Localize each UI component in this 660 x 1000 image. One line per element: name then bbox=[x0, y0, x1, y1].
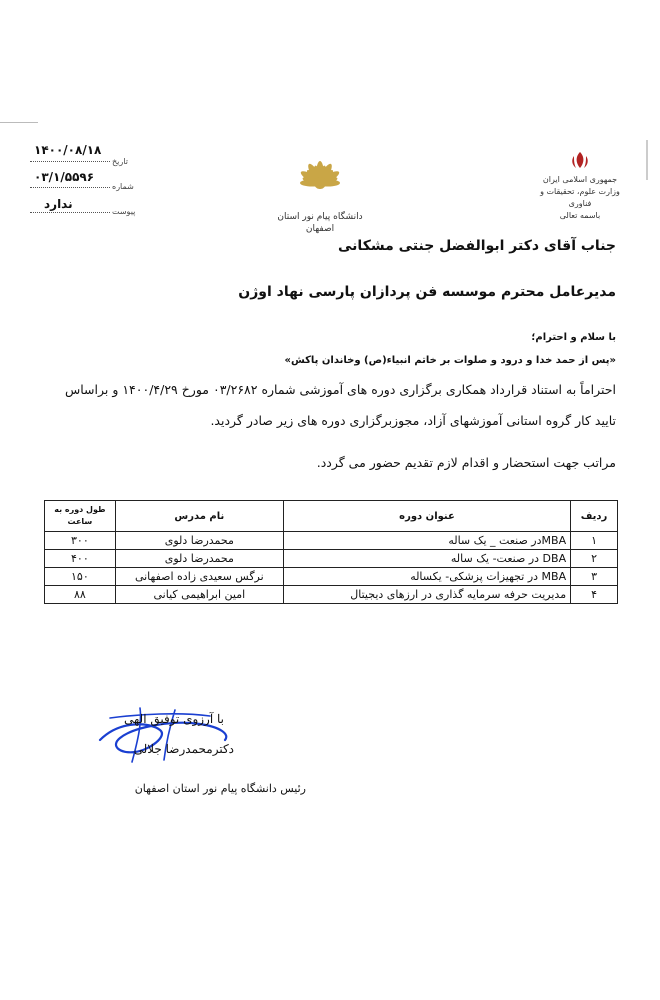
signatory-name: دکترمحمدرضا جلالی bbox=[133, 742, 234, 756]
invocation: «پس از حمد خدا و درود و صلوات بر خاتم انبیاء(ص) وخاندان پاکش» bbox=[284, 355, 616, 366]
greeting: با سلام و احترام؛ bbox=[531, 332, 616, 343]
cell-hours: ۴۰۰ bbox=[45, 550, 116, 568]
header-hours: طول دوره به ساعت bbox=[45, 501, 116, 532]
table-row bbox=[45, 586, 618, 604]
cell-hours: ۸۸ bbox=[45, 586, 116, 604]
university-logo bbox=[270, 145, 370, 234]
payame-noor-emblem-icon bbox=[270, 145, 370, 207]
ministry-line1: جمهوری اسلامی ایران bbox=[542, 175, 618, 184]
cell-row-number: ۴ bbox=[571, 586, 618, 604]
page-edge-line bbox=[0, 122, 38, 123]
cell-teacher: امین ابراهیمی کیانی bbox=[115, 586, 283, 604]
attachment-label: پیوست bbox=[112, 207, 136, 216]
signature-wish: با آرزوی توفیق الهی bbox=[124, 712, 224, 726]
logo-caption: دانشگاه پیام نور استان اصفهان bbox=[277, 212, 363, 234]
ministry-line2: وزارت علوم، تحقیقات و فناوری bbox=[540, 187, 620, 208]
header-teacher: نام مدرس bbox=[115, 501, 283, 532]
cell-hours: ۳۰۰ bbox=[45, 532, 116, 550]
cell-teacher: نرگس سعیدی زاده اصفهانی bbox=[115, 568, 283, 586]
date-label: تاریخ bbox=[112, 157, 128, 166]
ministry-header bbox=[540, 150, 620, 222]
cell-row-number: ۱ bbox=[571, 532, 618, 550]
body-paragraph-line1: احتراماً به استناد قرارداد همکاری برگزاری دوره های آموزشی شماره ۰۳/۲۶۸۲ مورخ ۱۴۰۰/۴/۲۹ و براساس bbox=[64, 382, 616, 397]
attachment-value: ندارد bbox=[44, 197, 73, 211]
table-row bbox=[45, 532, 618, 550]
courses-table bbox=[44, 500, 618, 604]
table-header-row bbox=[45, 501, 618, 532]
number-line bbox=[30, 187, 110, 188]
cell-course-title: MBA در تجهیزات پزشکی- یکساله bbox=[283, 568, 570, 586]
signature-block bbox=[80, 700, 306, 800]
table-row bbox=[45, 550, 618, 568]
recipient-name: جناب آقای دکتر ابوالفضل جنتی مشکانی bbox=[338, 238, 616, 254]
number-value: ۰۳/۱/۵۵۹۶ bbox=[34, 170, 95, 184]
cell-row-number: ۲ bbox=[571, 550, 618, 568]
iran-emblem-icon bbox=[540, 150, 620, 170]
ministry-line3: باسمه تعالی bbox=[559, 211, 601, 220]
date-line bbox=[30, 161, 110, 162]
cell-course-title: MBAدر صنعت _ یک ساله bbox=[283, 532, 570, 550]
page-edge-line bbox=[646, 140, 648, 180]
header-course-title: عنوان دوره bbox=[283, 501, 570, 532]
cell-teacher: محمدرضا دلوی bbox=[115, 550, 283, 568]
signatory-title: رئیس دانشگاه پیام نور استان اصفهان bbox=[134, 782, 306, 795]
cell-row-number: ۳ bbox=[571, 568, 618, 586]
cell-course-title: DBA در صنعت- یک ساله bbox=[283, 550, 570, 568]
cell-teacher: محمدرضا دلوی bbox=[115, 532, 283, 550]
header-row-number: ردیف bbox=[571, 501, 618, 532]
body-paragraph-line2: تایید کار گروه استانی آموزشهای آزاد، مجوزبرگزاری دوره های زیر صادر گردید. bbox=[210, 413, 616, 428]
table-row bbox=[45, 568, 618, 586]
cell-hours: ۱۵۰ bbox=[45, 568, 116, 586]
recipient-title: مدیرعامل محترم موسسه فن پردازان پارسی نهاد اوژن bbox=[238, 284, 616, 300]
closing-line: مراتب جهت استحضار و اقدام لازم تقدیم حضور می گردد. bbox=[316, 455, 616, 470]
number-label: شماره bbox=[112, 182, 134, 191]
date-value: ۱۴۰۰/۰۸/۱۸ bbox=[34, 143, 102, 157]
cell-course-title: مدیریت حرفه سرمایه گذاری در ارزهای دیجیتال bbox=[283, 586, 570, 604]
attachment-line bbox=[30, 212, 110, 213]
